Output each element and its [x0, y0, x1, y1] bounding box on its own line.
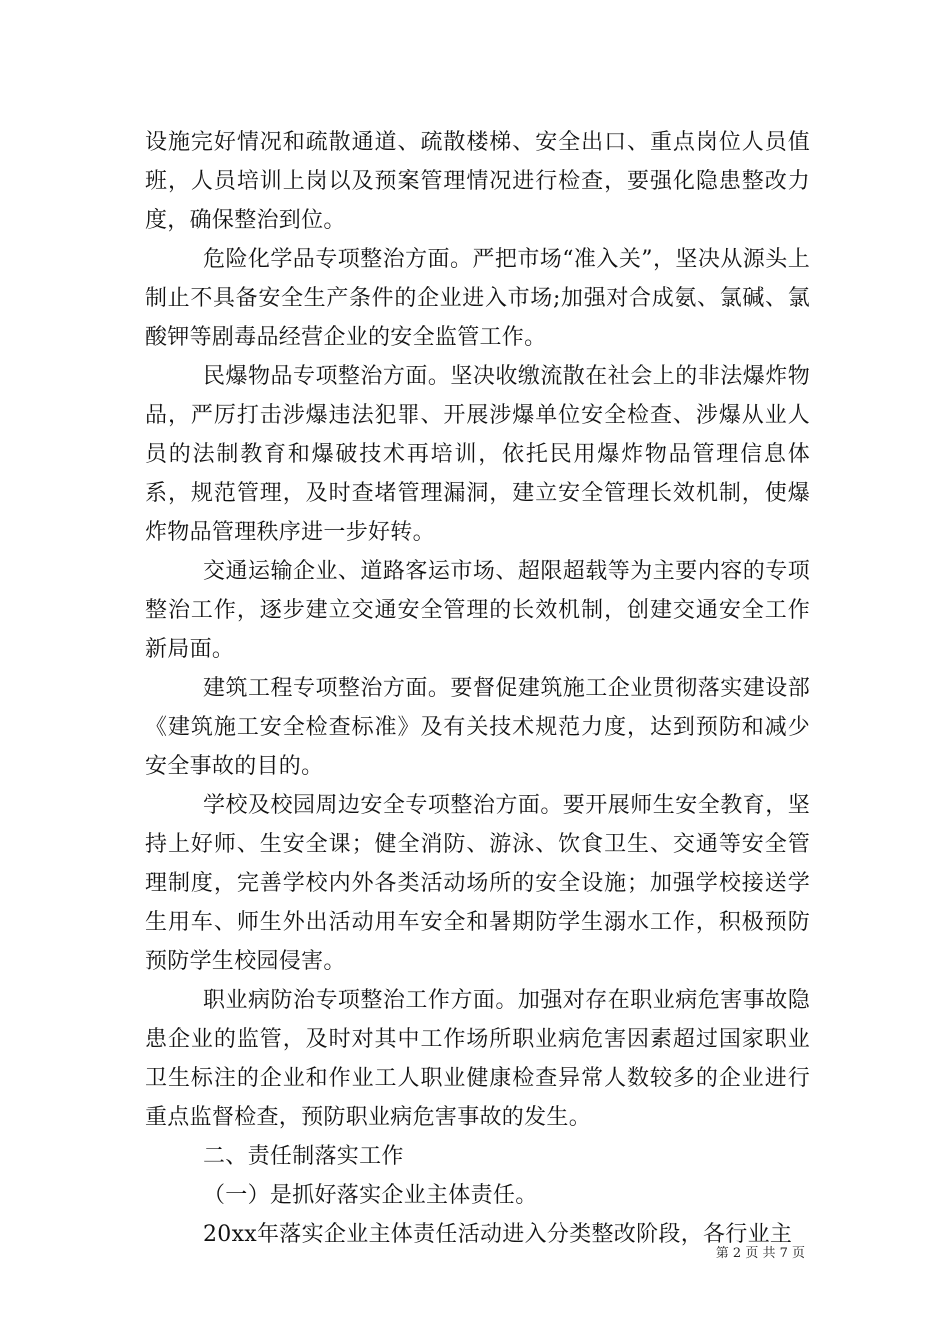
document-body	[145, 123, 810, 1254]
paragraph-4: 交通运输企业、道路客运市场、超限超载等为主要内容的专项整治工作，逐步建立交通安全管理的长效机制，创建交通安全工作新局面。	[145, 559, 810, 662]
page-number: 第 2 页 共 7 页	[715, 1246, 805, 1261]
paragraph-10: 20xx年落实企业主体责任活动进入分类整改阶段，各行业主	[203, 1222, 793, 1247]
section-heading: 二、责任制落实工作	[203, 1144, 404, 1169]
subsection-heading: （一）是抓好落实企业主体责任。	[203, 1183, 538, 1208]
paragraph-7: 职业病防治专项整治工作方面。加强对存在职业病危害事故隐患企业的监管，及时对其中工作场所职业病危害因素超过国家职业卫生标注的企业和作业工人职业健康检查异常人数较多的企业进行重点监督检查，预防职业病危害事故的发生。	[145, 988, 810, 1130]
paragraph-2: 危险化学品专项整治方面。严把市场“准入关”，坚决从源头上制止不具备安全生产条件的企业进入市场;加强对合成氨、氯碱、氯酸钾等剧毒品经营企业的安全监管工作。	[145, 247, 810, 350]
paragraph-6: 学校及校园周边安全专项整治方面。要开展师生安全教育，坚持上好师、生安全课；健全消防、游泳、饮食卫生、交通等安全管理制度，完善学校内外各类活动场所的安全设施；加强学校接送学生用车、师生外出活动用车安全和暑期防学生溺水工作，积极预防预防学生校园侵害。	[145, 793, 810, 974]
paragraph-1: 设施完好情况和疏散通道、疏散楼梯、安全出口、重点岗位人员值班，人员培训上岗以及预案管理情况进行检查，要强化隐患整改力度，确保整治到位。	[145, 130, 810, 233]
paragraph-3: 民爆物品专项整治方面。坚决收缴流散在社会上的非法爆炸物品，严厉打击涉爆违法犯罪、开展涉爆单位安全检查、涉爆从业人员的法制教育和爆破技术再培训，依托民用爆炸物品管理信息体系，规范管理，及时查堵管理漏洞，建立安全管理长效机制，使爆炸物品管理秩序进一步好转。	[145, 364, 810, 545]
paragraph-5: 建筑工程专项整治方面。要督促建筑施工企业贯彻落实建设部《建筑施工安全检查标准》及有关技术规范力度，达到预防和减少安全事故的目的。	[145, 676, 810, 779]
